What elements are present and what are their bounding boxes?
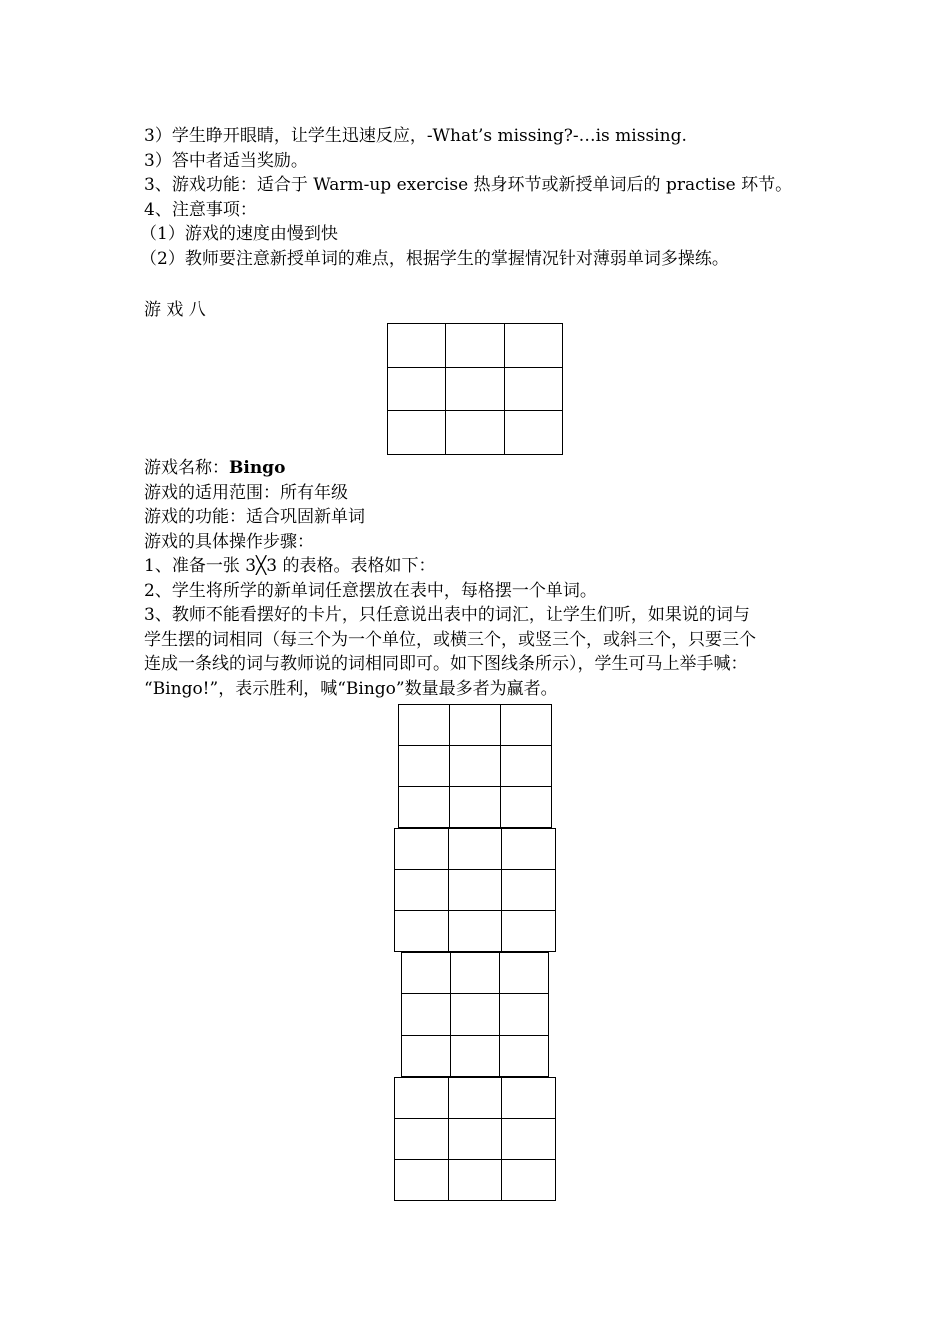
step-2: 2、学生将所学的新单词任意摆放在表中，每格摆一个单词。 xyxy=(144,580,597,601)
step-3-line: 连成一条线的词与教师说的词相同即可。如下图线条所示），学生可马上举手喊： xyxy=(144,654,748,674)
bingo-grid-3 xyxy=(401,952,549,1077)
instructions-section xyxy=(140,124,824,271)
text-line: （2）教师要注意新授单词的难点，根据学生的掌握情况针对薄弱单词多操练。 xyxy=(140,248,729,269)
bingo-grid-example xyxy=(387,323,563,455)
bingo-grid-2 xyxy=(394,828,556,952)
game-function: 游戏的功能：适合巩固新单词 xyxy=(144,507,365,527)
bingo-grid-4 xyxy=(394,1077,556,1201)
text-line: 4、注意事项： xyxy=(144,199,257,220)
steps-heading: 游戏的具体操作步骤： xyxy=(144,531,314,552)
game-description xyxy=(144,456,824,701)
game-name-line xyxy=(144,456,824,481)
step-3-line: 3、教师不能看摆好的卡片，只任意说出表中的词汇，让学生们听，如果说的词与 xyxy=(144,605,750,625)
bingo-grid-1 xyxy=(398,704,552,828)
game-name-value: Bingo xyxy=(229,458,286,478)
text-line: （1）游戏的速度由慢到快 xyxy=(140,224,338,244)
step-1: 1、准备一张 3╳3 的表格。表格如下： xyxy=(144,556,436,576)
step-3-line: 学生摆的词相同（每三个为一个单位，或横三个，或竖三个，或斜三个，只要三个 xyxy=(144,629,756,650)
text-line: 3）答中者适当奖励。 xyxy=(144,150,308,171)
game-name-label: 游戏名称： xyxy=(144,458,229,478)
game-heading-block xyxy=(144,298,824,323)
text-line: 3）学生睁开眼睛，让学生迅速反应，-What’s missing?-…is missing. xyxy=(144,126,687,146)
step-3-line: “Bingo!”，表示胜利，喊“Bingo”数量最多者为赢者。 xyxy=(144,678,558,699)
text-line: 3、游戏功能：适合于 Warm-up exercise 热身环节或新授单词后的 practise 环节。 xyxy=(144,175,793,195)
game-heading: 游 戏 八 xyxy=(144,300,206,320)
game-scope: 游戏的适用范围：所有年级 xyxy=(144,482,348,503)
